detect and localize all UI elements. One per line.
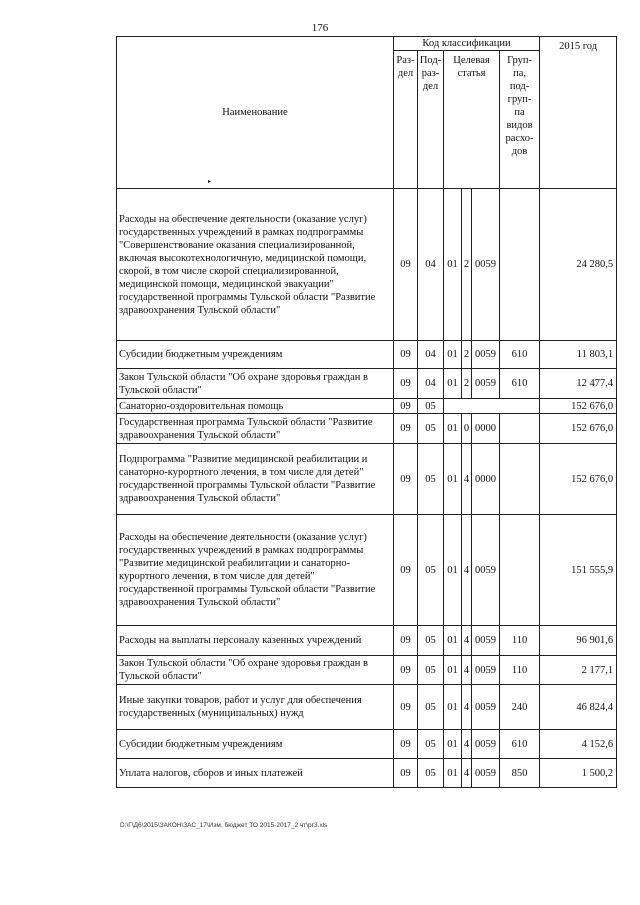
row-target-sub: 2 <box>462 369 472 399</box>
row-amount: 24 280,5 <box>540 189 617 341</box>
row-razdel: 09 <box>394 341 418 369</box>
row-amount: 151 555,9 <box>540 515 617 626</box>
row-group: 610 <box>500 369 540 399</box>
row-amount: 152 676,0 <box>540 444 617 515</box>
row-target-code: 0059 <box>472 626 500 656</box>
row-podrazdel: 04 <box>418 189 444 341</box>
header-name: Наименование <box>117 37 394 189</box>
row-target-program: 01 <box>444 759 462 788</box>
table-row <box>117 414 617 444</box>
row-razdel: 09 <box>394 730 418 759</box>
table-row <box>117 341 617 369</box>
row-name: Государственная программа Тульской области "Развитие здравоохранения Тульской области" <box>117 414 394 444</box>
row-razdel: 09 <box>394 414 418 444</box>
row-amount: 96 901,6 <box>540 626 617 656</box>
page-number: 176 <box>311 22 329 34</box>
header-group: Груп- па, под- груп- па видов расхо- дов <box>500 51 540 189</box>
row-podrazdel: 05 <box>418 414 444 444</box>
header-razdel: Раз- дел <box>394 51 418 189</box>
row-podrazdel: 05 <box>418 515 444 626</box>
row-razdel: 09 <box>394 399 418 414</box>
row-amount: 12 477,4 <box>540 369 617 399</box>
table-row <box>117 626 617 656</box>
row-target-program: 01 <box>444 189 462 341</box>
row-amount: 152 676,0 <box>540 399 617 414</box>
row-target-code: 0000 <box>472 444 500 515</box>
header-year: 2015 год <box>540 37 617 189</box>
row-target-sub: 4 <box>462 759 472 788</box>
row-target-program: 01 <box>444 369 462 399</box>
row-razdel: 09 <box>394 369 418 399</box>
table-row <box>117 685 617 730</box>
row-amount: 1 500,2 <box>540 759 617 788</box>
row-target-sub: 4 <box>462 685 472 730</box>
row-amount: 152 676,0 <box>540 414 617 444</box>
row-target-sub: 2 <box>462 341 472 369</box>
row-target-sub: 4 <box>462 656 472 685</box>
row-podrazdel: 05 <box>418 399 444 414</box>
row-empty-codes <box>444 399 540 414</box>
row-podrazdel: 04 <box>418 369 444 399</box>
row-target-code: 0059 <box>472 656 500 685</box>
row-podrazdel: 05 <box>418 759 444 788</box>
row-target-sub: 4 <box>462 515 472 626</box>
file-path-footer: D:\Г\Д6\2015\ЗАКОН\ЗАС_17\Изм. бюджет ТО 2015-2017_2 чт\рг3.xls <box>120 822 328 829</box>
row-razdel: 09 <box>394 656 418 685</box>
row-target-code: 0059 <box>472 759 500 788</box>
row-target-sub: 4 <box>462 626 472 656</box>
row-razdel: 09 <box>394 685 418 730</box>
row-podrazdel: 05 <box>418 730 444 759</box>
row-target-sub: 4 <box>462 730 472 759</box>
table-row <box>117 730 617 759</box>
row-target-program: 01 <box>444 685 462 730</box>
row-razdel: 09 <box>394 759 418 788</box>
row-target-sub: 0 <box>462 414 472 444</box>
row-target-program: 01 <box>444 444 462 515</box>
row-group <box>500 515 540 626</box>
table-row <box>117 444 617 515</box>
header-target: Целевая статья <box>444 51 500 189</box>
row-group <box>500 444 540 515</box>
row-group: 110 <box>500 626 540 656</box>
row-name: Субсидии бюджетным учреждениям <box>117 341 394 369</box>
row-amount: 46 824,4 <box>540 685 617 730</box>
row-razdel: 09 <box>394 515 418 626</box>
row-name: Закон Тульской области "Об охране здоровья граждан в Тульской области" <box>117 656 394 685</box>
row-target-code: 0059 <box>472 730 500 759</box>
row-podrazdel: 05 <box>418 444 444 515</box>
row-target-code: 0059 <box>472 369 500 399</box>
row-name: Подпрограмма "Развитие медицинской реабилитации и санаторно-курортного лечения, в том числе для детей" государственной программы Тульской области "Развитие здравоохранения Тульской области" <box>117 444 394 515</box>
row-group <box>500 414 540 444</box>
row-podrazdel: 05 <box>418 626 444 656</box>
row-name: Расходы на обеспечение деятельности (оказание услуг) государственных учреждений в рамках подпрограммы "Совершенствование оказания специализированной, включая высокотехнологичную, медицинской помощи, скорой, в том числе скорой специализированной, медицинской помощи, медицинской эвакуации" государственной программы Тульской области "Развитие здравоохранения Тульской области" <box>117 189 394 341</box>
row-amount: 4 152,6 <box>540 730 617 759</box>
row-name: Санаторно-оздоровительная помощь <box>117 399 394 414</box>
row-razdel: 09 <box>394 626 418 656</box>
row-target-program: 01 <box>444 341 462 369</box>
row-group: 610 <box>500 730 540 759</box>
row-target-code: 0059 <box>472 515 500 626</box>
row-target-program: 01 <box>444 414 462 444</box>
table-row <box>117 656 617 685</box>
row-group: 610 <box>500 341 540 369</box>
row-name: Уплата налогов, сборов и иных платежей <box>117 759 394 788</box>
row-group: 110 <box>500 656 540 685</box>
table-row <box>117 399 617 414</box>
row-amount: 2 177,1 <box>540 656 617 685</box>
table-row <box>117 369 617 399</box>
row-name: Субсидии бюджетным учреждениям <box>117 730 394 759</box>
row-group <box>500 189 540 341</box>
row-podrazdel: 05 <box>418 685 444 730</box>
row-name: Закон Тульской области "Об охране здоровья граждан в Тульской области" <box>117 369 394 399</box>
row-name: Иные закупки товаров, работ и услуг для обеспечения государственных (муниципальных) нужд <box>117 685 394 730</box>
row-name: Расходы на выплаты персоналу казенных учреждений <box>117 626 394 656</box>
row-target-program: 01 <box>444 730 462 759</box>
row-podrazdel: 04 <box>418 341 444 369</box>
row-target-program: 01 <box>444 515 462 626</box>
row-podrazdel: 05 <box>418 656 444 685</box>
row-amount: 11 803,1 <box>540 341 617 369</box>
table-row <box>117 515 617 626</box>
row-target-program: 01 <box>444 626 462 656</box>
row-target-code: 0059 <box>472 685 500 730</box>
header-podrazdel: Под- раз- дел <box>418 51 444 189</box>
row-target-code: 0059 <box>472 189 500 341</box>
budget-table <box>116 36 617 788</box>
cursor-mark: ▸ <box>208 179 212 185</box>
table-row <box>117 759 617 788</box>
row-razdel: 09 <box>394 189 418 341</box>
row-name: Расходы на обеспечение деятельности (оказание услуг) государственных учреждений в рамках подпрограммы "Развитие медицинской реабилитации и санаторно-курортного лечения, в том числе для детей" государственной программы Тульской области "Развитие здравоохранения Тульской области" <box>117 515 394 626</box>
row-target-code: 0000 <box>472 414 500 444</box>
row-target-sub: 2 <box>462 189 472 341</box>
row-group: 240 <box>500 685 540 730</box>
row-group: 850 <box>500 759 540 788</box>
row-target-program: 01 <box>444 656 462 685</box>
row-razdel: 09 <box>394 444 418 515</box>
header-classification: Код классификации <box>394 37 540 51</box>
table-row <box>117 189 617 341</box>
row-target-code: 0059 <box>472 341 500 369</box>
row-target-sub: 4 <box>462 444 472 515</box>
